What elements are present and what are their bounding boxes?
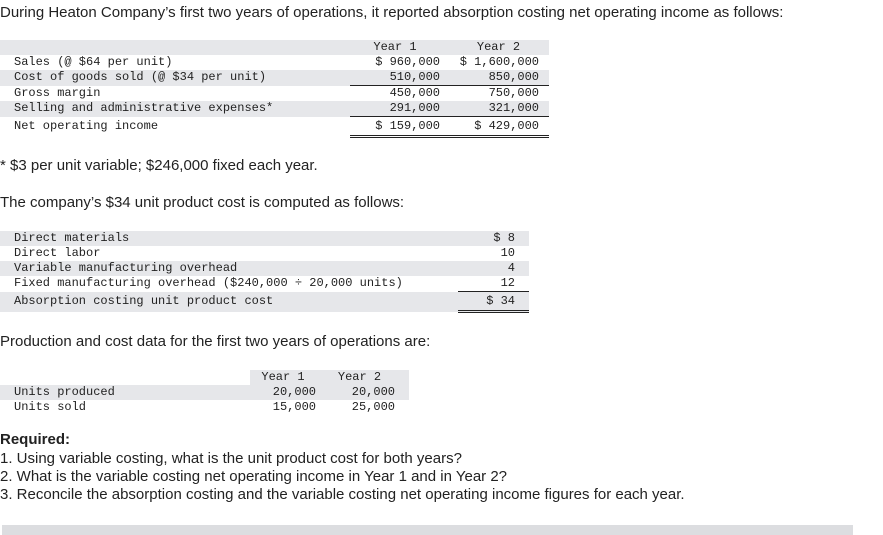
table-row [0,400,409,415]
table-row [0,101,549,117]
row-label: Gross margin [14,85,101,100]
required-item-1: 1. Using variable costing, what is the unit product cost for both years? [0,450,462,467]
table-row [0,231,529,246]
cell-year1: $ 159,000 [350,117,448,137]
income-statement-table [0,40,549,138]
row-label: Units produced [0,385,250,400]
unit-cost-intro-text: The company’s $34 unit product cost is computed as follows: [0,194,405,211]
cell-year2: $ 1,600,000 [459,55,539,69]
row-label: Cost of goods sold (@ $34 per unit) [0,70,350,86]
row-label: Net operating income [14,119,159,133]
row-label: Direct labor [14,246,101,260]
row-label: Sales (@ $64 per unit) [14,55,173,69]
cell-value: 4 [458,261,529,276]
cell-year1: 15,000 [272,400,316,414]
table-row [0,385,409,400]
table-row [0,55,549,70]
cell-year2: 25,000 [351,400,395,414]
cell-year1: 510,000 [350,70,448,86]
row-label: Variable manufacturing overhead [0,261,458,276]
cell-value: $ 34 [458,292,529,312]
cell-value: 10 [500,246,515,260]
col-header-year1: Year 1 [250,370,324,385]
table-row [0,86,549,102]
cell-year2: 20,000 [324,385,409,400]
footnote-text: * $3 per unit variable; $246,000 fixed each year. [0,157,318,174]
intro-text: During Heaton Company’s first two years of operations, it reported absorption costing net operating income as follows: [0,4,784,21]
cell-value: 12 [458,276,529,292]
table-row [0,292,529,312]
cell-year1: $ 960,000 [375,55,440,69]
row-label: Selling and administrative expenses* [0,101,350,117]
table-header-row [0,370,409,385]
table-row [0,70,549,86]
row-label: Absorption costing unit product cost [0,292,458,312]
cell-year2: 850,000 [448,70,549,86]
table-row [0,276,529,292]
col-header-year1: Year 1 [350,40,448,55]
table-row [0,246,529,261]
cell-value: $ 8 [458,231,529,246]
table-header-row [0,40,549,55]
required-heading: Required: [0,431,71,448]
col-header-year2: Year 2 [448,40,549,55]
production-intro-text: Production and cost data for the first two years of operations are: [0,333,431,350]
cell-year2: 321,000 [448,101,549,117]
required-item-2: 2. What is the variable costing net operating income in Year 1 and in Year 2? [0,468,508,485]
cell-year1: 450,000 [389,86,440,100]
required-item-3: 3. Reconcile the absorption costing and the variable costing net operating income figures for each year. [0,486,685,503]
cell-year1: 20,000 [250,385,324,400]
cell-year1: 291,000 [350,101,448,117]
table-row [0,117,549,137]
row-label: Direct materials [0,231,458,246]
cell-year2: 750,000 [488,86,539,100]
cell-year2: $ 429,000 [448,117,549,137]
production-table [0,370,409,415]
row-label: Fixed manufacturing overhead ($240,000 ÷ 20,000 units) [14,276,403,291]
col-header-year2: Year 2 [324,370,409,385]
unit-cost-table [0,231,529,313]
row-label: Units sold [14,400,87,414]
table-row [0,261,529,276]
bottom-scroll-bar [2,525,853,535]
